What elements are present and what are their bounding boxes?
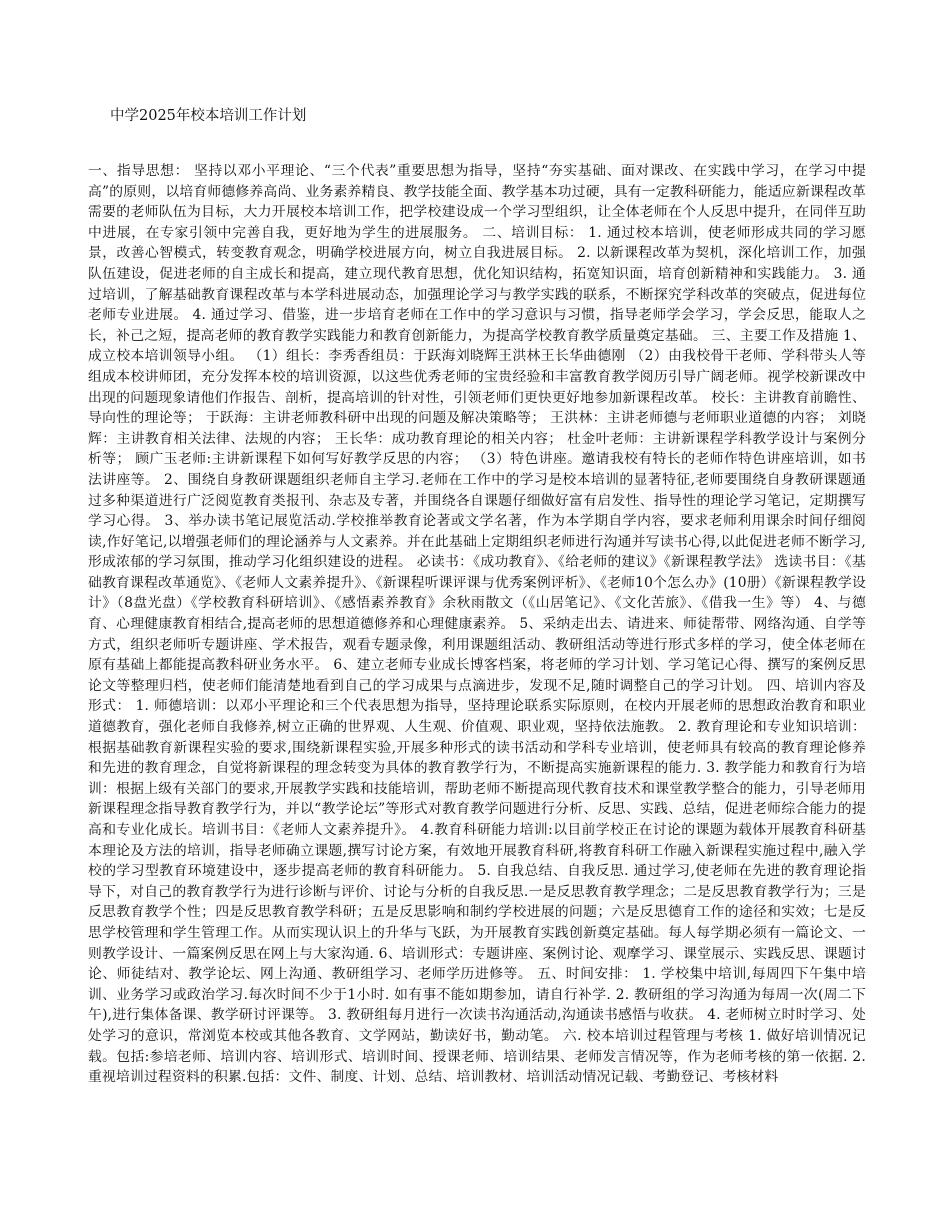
document-title: 中学2025年校本培训工作计划 (110, 108, 307, 124)
document-body: 一、指导思想： 坚持以邓小平理论、“三个代表”重要思想为指导，坚持“夯实基础、面对课改、在实践中学习，在学习中提高”的原则，以培育师德修养高尚、业务素养精良、教学技能全面、教学基本功过硬，具有一定教科研能力，能适应新课程改革需要的老师队伍为目标，大力开展校本培训工作，把学校建设成一个学习型组织，让全体老师在个人反思中提升，在同伴互助中进展，在专家引领中完善自我，更好地为学生的进展服务。 二、培训目标： 1. 通过校本培训，使老师形成共同的学习愿景，改善心智模式，转变教育观念，明确学校进展方向，树立自我进展目标。 2. 以新课程改革为契机，深化培训工作，加强队伍建设，促进老师的自主成长和提高，建立现代教育思想，优化知识结构，拓宽知识面，培育创新精神和实践能力。 3. 通过培训，了解基础教育课程改革与本学科进展动态，加强理论学习与教学实践的联系，不断探究学科改革的突破点，促进每位老师专业进展。 4. 通过学习、借鉴，进一步培育老师在工作中的学习意识与习惯，指导老师学会学习，学会反思，能取人之长，补己之短，提高老师的教育教学实践能力和教育创新能力，为提高学校教育教学质量奠定基础。 三、主要工作及措施 1、成立校本培训领导小组。 （1）组长：李秀香组员：于跃海刘晓辉王洪林王长华曲德刚 （2）由我校骨干老师、学科带头人等组成本校讲师团，充分发挥本校的培训资源，以这些优秀老师的宝贵经验和丰富教育教学阅历引导广阔老师。视学校新课改中出现的问题现象请他们作报告、剖析，提高培训的针对性，引领老师们更快更好地参加新课程改革。 校长：主讲教育前瞻性、导向性的理论等； 于跃海：主讲老师教科研中出现的问题及解决策略等； 王洪林：主讲老师德与老师职业道德的内容； 刘晓辉：主讲教育相关法律、法规的内容； 王长华：成功教育理论的相关内容； 杜金叶老师：主讲新课程学科教学设计与案例分析等； 顾广玉老师:主讲新课程下如何写好教学反思的内容； （3）特色讲座。邀请我校有特长的老师作特色讲座培训，如书法讲座等。 2、围绕自身教研课题组织老师自主学习.老师在工作中的学习是校本培训的显著特征,老师要围绕自身教研课题通过多种渠道进行广泛阅览教育类报刊、杂志及专著，并围绕各自课题仔细做好富有启发性、指导性的理论学习笔记，定期撰写学习心得。 3、举办读书笔记展览活动.学校推举教育论著或文学名著，作为本学期自学内容，要求老师利用课余时间仔细阅读,作好笔记,以增强老师们的理论涵养与人文素养。并在此基础上定期组织老师进行沟通并写读书心得,以此促进老师不断学习,形成浓郁的学习氛围，推动学习化组织建设的进程。 必读书：《成功教育》、《给老师的建议》《新课程教学法》 选读书目：《基础教育课程改革通览》、《老师人文素养提升》、《新课程听课评课与优秀案例评析》、《老师10个怎么办》(10册）《新课程教学设计》（8盘光盘）《学校教育科研培训》、《感悟素养教育》余秋雨散文（《山居笔记》、《文化苦旅》、《借我一生》等） 4、与德育、心理健康教育相结合,提高老师的思想道德修养和心理健康素养。 5、采纳走出去、请进来、师徒帮带、网络沟通、自学等方式，组织老师听专题讲座、学术报告，观看专题录像，利用课题组活动、教研组活动等进行形式多样的学习，使全体老师在原有基础上都能提高教科研业务水平。 6、建立老师专业成长博客档案，将老师的学习计划、学习笔记心得、撰写的案例反思论文等整理归档，使老师们能清楚地看到自己的学习成果与点滴进步，发现不足,随时调整自己的学习计划。 四、培训内容及形式： 1. 师德培训：以邓小平理论和三个代表思想为指导，坚持理论联系实际原则，在校内开展老师的思想政治教育和职业道德教育，强化老师自我修养,树立正确的世界观、人生观、价值观、职业观，坚持依法施教。 2. 教育理论和专业知识培训：根据基础教育新课程实验的要求,围绕新课程实验,开展多种形式的读书活动和学科专业培训，使老师具有较高的教育理论修养和先进的教育理念，自觉将新课程的理念转变为具体的教育教学行为，不断提高实施新课程的能力. 3. 教学能力和教育行为培训：根据上级有关部门的要求,开展教学实践和技能培训，帮助老师不断提高现代教育技术和课堂教学整合的能力，引导老师用新课程理念指导教育教学行为，并以“教学论坛”等形式对教育教学问题进行分析、反思、实践、总结，促进老师综合能力的提高和专业化成长。培训书目：《老师人文素养提升》。 4.教育科研能力培训:以目前学校正在讨论的课题为载体开展教育科研基本理论及方法的培训，指导老师确立课题,撰写讨论方案，有效地开展教育科研,将教育科研工作融入新课程实施过程中,融入学校的学习型教育环境建设中，逐步提高老师的教育科研能力。 5. 自我总结、自我反思. 通过学习,使老师在先进的教育理论指导下，对自己的教育教学行为进行诊断与评价、讨论与分析的自我反思.一是反思教育教学理念；二是反思教育教学行为；三是反思教育教学个性；四是反思教育教学科研；五是反思影响和制约学校进展的问题；六是反思德育工作的途径和实效；七是反思学校管理和学生管理工作。从而实现认识上的升华与飞跃，为开展教育实践创新奠定基础。每人每学期必须有一篇论文、一则教学设计、一篇案例反思在网上与大家沟通. 6、培训形式：专题讲座、案例讨论、观摩学习、课堂展示、实践反思、课题讨论、师徒结对、教学论坛、网上沟通、教研组学习、老师学历进修等。 五、时间安排： 1. 学校集中培训,每周四下午集中培训、业务学习或政治学习.每次时间不少于1小时. 如有事不能如期参加，请自行补学. 2. 教研组的学习沟通为每周一次(周二下午),进行集体备课、教学研讨评课等。 3. 教研组每月进行一次读书沟通活动,沟通读书感悟与收获。 4. 老师树立时时学习、处处学习的意识，常浏览本校或其他各教育、文学网站，勤读好书，勤动笔。 六. 校本培训过程管理与考核 1. 做好培训情况记载。包括:参培老师、培训内容、培训形式、培训时间、授课老师、培训结果、老师发言情况等，作为老师考核的第一依据. 2. 重视培训过程资料的积累.包括：文件、制度、计划、总结、培训教材、培训活动情况记载、考勤登记、考核材料 (88, 163, 866, 1086)
document-page (88, 0, 866, 1230)
